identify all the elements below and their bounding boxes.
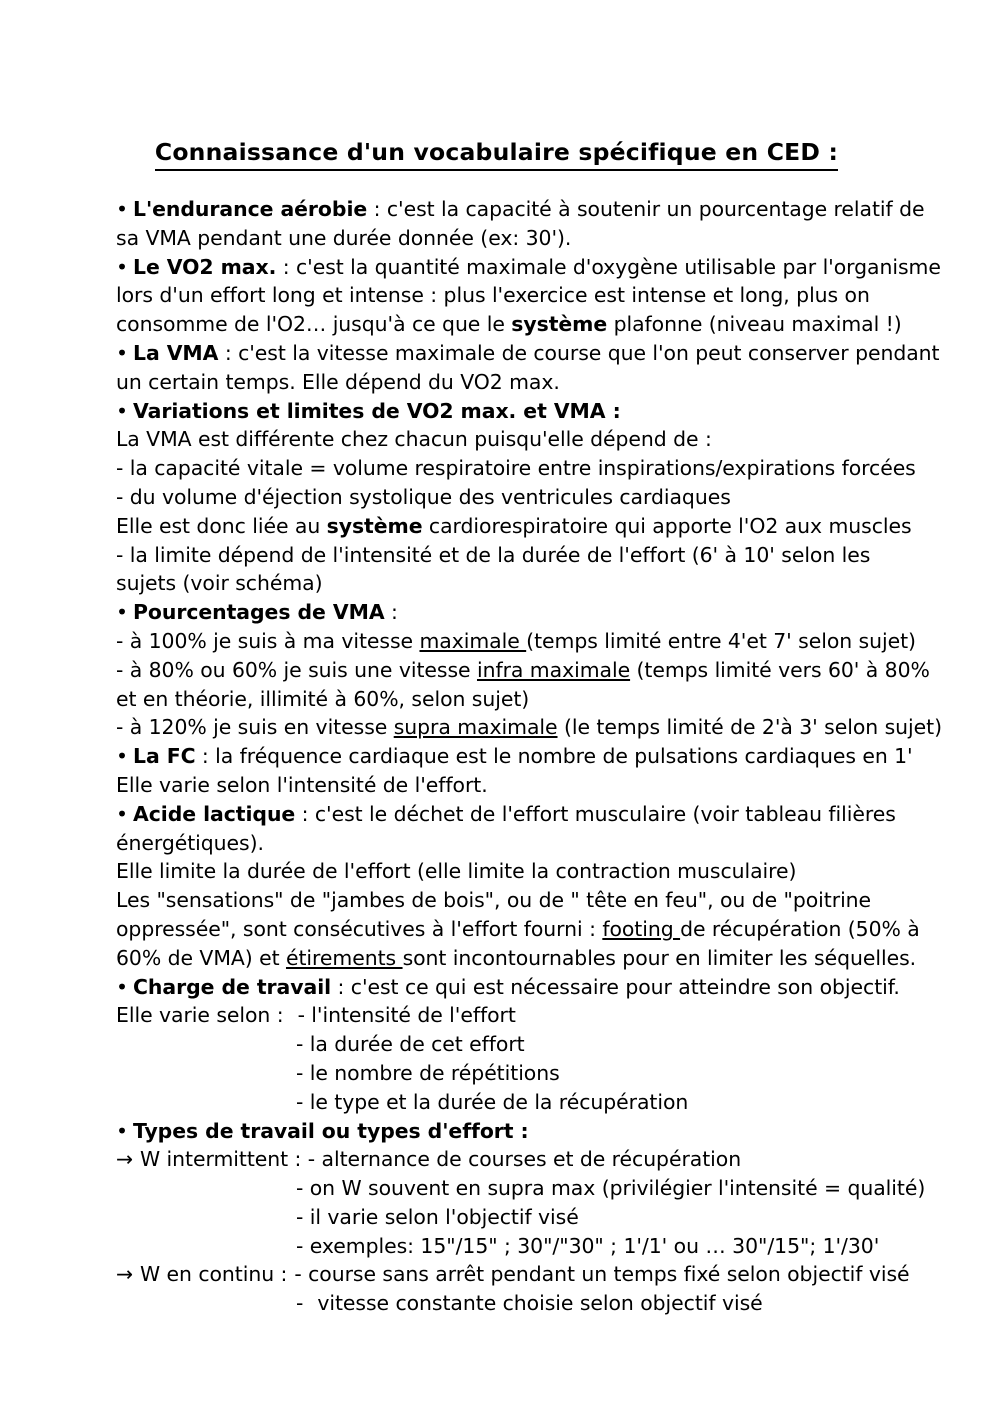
sub-item bbox=[116, 1030, 888, 1059]
line-text: Elle limite la durée de l'effort (elle limite la contraction musculaire) bbox=[116, 859, 797, 884]
line-text: - la durée de cet effort bbox=[296, 1032, 525, 1057]
bullet-icon: • bbox=[116, 744, 128, 769]
dash-item bbox=[116, 713, 942, 742]
line-text: : c'est la quantité maximale d'oxygène utilisable par l'organisme bbox=[276, 254, 941, 279]
page-title-value: Connaissance d'un vocabulaire spécifique en CED : bbox=[154, 138, 839, 166]
line-text: 60% de VMA) et bbox=[116, 945, 286, 970]
list-item bbox=[116, 253, 941, 282]
arrow-item bbox=[116, 1260, 910, 1289]
term-variations-limites: Variations et limites de VO2 max. et VMA : bbox=[133, 398, 621, 423]
line-text: Les "sensations" de "jambes de bois", ou de " tête en feu", ou de "poitrine bbox=[116, 888, 872, 913]
line bbox=[116, 857, 888, 886]
line-text: Elle varie selon l'intensité de l'effort. bbox=[116, 772, 488, 797]
term-endurance-aerobie: L'endurance aérobie bbox=[133, 197, 368, 221]
term-types-de-travail: Types de travail ou types d'effort : bbox=[133, 1118, 529, 1143]
bullet-icon: • bbox=[116, 801, 128, 826]
underlined-etirements: étirements bbox=[285, 945, 403, 970]
line-text: (le temps limité de 2'à 3' selon sujet) bbox=[557, 715, 942, 740]
line-text: plafonne (niveau maximal !) bbox=[607, 312, 902, 337]
list-item bbox=[116, 195, 925, 224]
line-label: W intermittent : bbox=[140, 1147, 302, 1172]
line bbox=[116, 944, 917, 973]
line-text: - course sans arrêt pendant un temps fixé selon objectif visé bbox=[294, 1262, 910, 1287]
line bbox=[116, 915, 920, 944]
line-text: : c'est la capacité à soutenir un pourcentage relatif de bbox=[367, 197, 925, 221]
arrow-icon: → bbox=[116, 1147, 134, 1172]
line bbox=[116, 771, 888, 800]
term-charge-de-travail: Charge de travail bbox=[133, 974, 332, 999]
underlined-maximale: maximale bbox=[419, 628, 527, 653]
line-text: - il varie selon l'objectif visé bbox=[296, 1204, 579, 1229]
term-pourcentages-vma: Pourcentages de VMA bbox=[133, 600, 385, 625]
arrow-icon: → bbox=[116, 1262, 134, 1287]
dash-item bbox=[116, 483, 888, 512]
sub-item bbox=[116, 1059, 888, 1088]
line-text: - on W souvent en supra max (privilégier l'intensité = qualité) bbox=[296, 1176, 926, 1201]
line bbox=[116, 512, 912, 541]
line-text: sa VMA pendant une durée donnée (ex: 30'). bbox=[116, 225, 572, 250]
line-text: - alternance de courses et de récupération bbox=[301, 1147, 742, 1172]
page-title bbox=[0, 138, 993, 171]
dash-glyph: - bbox=[296, 1291, 304, 1316]
line-text: - du volume d'éjection systolique des ventricules cardiaques bbox=[116, 484, 731, 509]
line-text: : la fréquence cardiaque est le nombre de pulsations cardiaques en 1' bbox=[195, 744, 913, 769]
list-item bbox=[116, 800, 896, 829]
line-label: Elle varie selon : bbox=[116, 1003, 284, 1028]
list-item bbox=[116, 973, 900, 1002]
line-text: de récupération (50% à bbox=[680, 916, 920, 941]
list-item bbox=[116, 742, 913, 771]
sub-item bbox=[116, 1232, 888, 1261]
line-text: - à 80% ou 60% je suis une vitesse bbox=[116, 657, 477, 682]
line bbox=[116, 569, 888, 598]
underlined-infra-maximale: infra maximale bbox=[476, 657, 631, 682]
line-text: (temps limité entre 4'et 7' selon sujet) bbox=[526, 628, 916, 653]
line-text: - le type et la durée de la récupération bbox=[296, 1089, 689, 1114]
line-text: La VMA est différente chez chacun puisqu'elle dépend de : bbox=[116, 427, 712, 452]
line-text: : c'est la vitesse maximale de course que l'on peut conserver pendant bbox=[218, 340, 940, 365]
line-text: oppressée", sont consécutives à l'effort fourni : bbox=[116, 916, 603, 941]
list-item bbox=[116, 339, 940, 368]
term-la-fc: La FC bbox=[133, 744, 196, 769]
line-text: - à 120% je suis en vitesse bbox=[116, 715, 394, 740]
line-text: - le nombre de répétitions bbox=[296, 1060, 560, 1085]
list-item bbox=[116, 1117, 888, 1146]
bullet-icon: • bbox=[116, 1118, 128, 1143]
line-text: : c'est ce qui est nécessaire pour atteindre son objectif. bbox=[331, 974, 900, 999]
line bbox=[116, 310, 902, 339]
term-acide-lactique: Acide lactique bbox=[133, 801, 296, 826]
term-systeme: système bbox=[511, 312, 608, 337]
sub-item bbox=[116, 1203, 888, 1232]
underlined-footing: footing bbox=[602, 916, 681, 941]
page-title-text bbox=[155, 138, 838, 171]
line-text: - exemples: 15"/15" ; 30"/"30" ; 1'/1' ou … 30"/15"; 1'/30' bbox=[296, 1233, 880, 1258]
line bbox=[116, 281, 888, 310]
sub-item bbox=[116, 1088, 888, 1117]
line-text: et en théorie, illimité à 60%, selon sujet) bbox=[116, 686, 530, 711]
dash-item bbox=[116, 541, 888, 570]
line-text: - l'intensité de l'effort bbox=[297, 1003, 516, 1028]
line-text: Elle est donc liée au bbox=[116, 513, 327, 538]
bullet-icon: • bbox=[116, 398, 128, 423]
line bbox=[116, 886, 888, 915]
sub-item bbox=[116, 1174, 926, 1203]
line-text: un certain temps. Elle dépend du VO2 max. bbox=[116, 369, 560, 394]
line bbox=[116, 1001, 888, 1030]
arrow-item bbox=[116, 1145, 888, 1174]
line bbox=[116, 368, 888, 397]
line-text: énergétiques). bbox=[116, 830, 264, 855]
line-text: lors d'un effort long et intense : plus l'exercice est intense et long, plus on bbox=[116, 283, 870, 308]
line bbox=[116, 829, 888, 858]
line-text: vitesse constante choisie selon objectif visé bbox=[317, 1291, 763, 1316]
line-text: : bbox=[384, 600, 398, 625]
line bbox=[116, 224, 888, 253]
line bbox=[116, 425, 888, 454]
dash-item bbox=[116, 627, 916, 656]
line-text: cardiorespiratoire qui apporte l'O2 aux muscles bbox=[422, 513, 912, 538]
line-text: - à 100% je suis à ma vitesse bbox=[116, 628, 420, 653]
list-item bbox=[116, 397, 888, 426]
line-text: sont incontournables pour en limiter les séquelles. bbox=[402, 945, 917, 970]
dash-item bbox=[116, 656, 930, 685]
line-text: - la capacité vitale = volume respiratoire entre inspirations/expirations forcées bbox=[116, 456, 916, 481]
bullet-icon: • bbox=[116, 254, 128, 279]
line-text: : c'est le déchet de l'effort musculaire (voir tableau filières bbox=[295, 801, 896, 826]
bullet-icon: • bbox=[116, 600, 128, 625]
term-la-vma: La VMA bbox=[133, 340, 219, 365]
term-vo2-max: Le VO2 max. bbox=[133, 254, 277, 279]
sub-item bbox=[116, 1289, 888, 1318]
line-text: sujets (voir schéma) bbox=[116, 571, 323, 596]
underlined-supra-maximale: supra maximale bbox=[393, 715, 558, 740]
line bbox=[116, 685, 888, 714]
term-systeme: système bbox=[326, 513, 423, 538]
dash-item bbox=[116, 454, 916, 483]
bullet-icon: • bbox=[116, 974, 128, 999]
line-label: W en continu : bbox=[140, 1262, 288, 1287]
line-text: consomme de l'O2… jusqu'à ce que le bbox=[116, 312, 512, 337]
line-text: - la limite dépend de l'intensité et de la durée de l'effort (6' à 10' selon les bbox=[116, 542, 871, 567]
bullet-icon: • bbox=[116, 197, 128, 221]
document-body bbox=[116, 195, 942, 1318]
list-item bbox=[116, 598, 888, 627]
bullet-icon: • bbox=[116, 340, 128, 365]
line-text: (temps limité vers 60' à 80% bbox=[630, 657, 930, 682]
